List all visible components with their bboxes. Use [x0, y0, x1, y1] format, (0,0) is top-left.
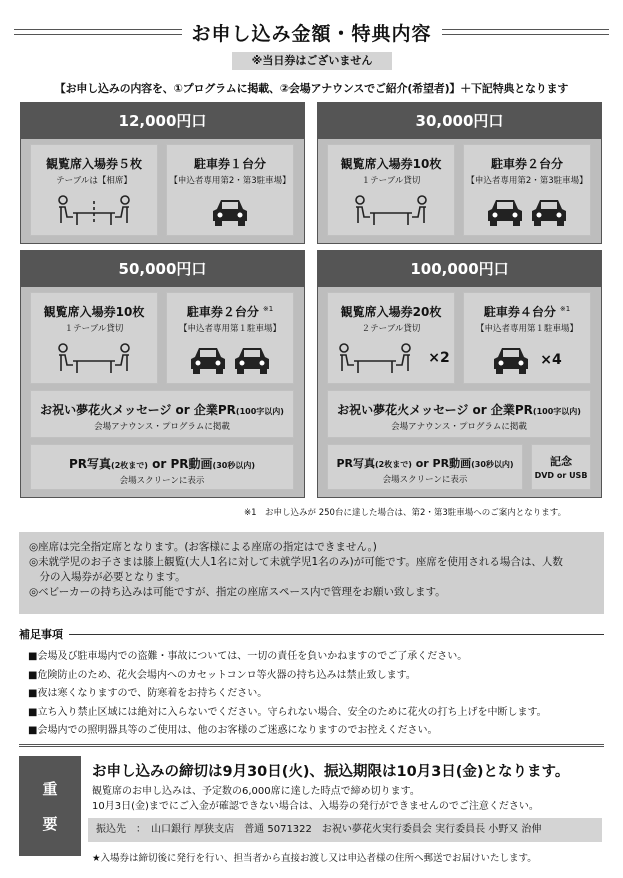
- tier-price: 30,000円口: [318, 103, 601, 139]
- notice-line: 分の入場券が必要となります。: [29, 571, 186, 583]
- parking-sub: 【申込者専用第2・第3駐車場】: [466, 176, 588, 186]
- tier-price: 12,000円口: [21, 103, 304, 139]
- memento-sub: DVD or USB: [534, 471, 588, 480]
- ticket-box: [30, 144, 158, 236]
- list-item: ■立ち入り禁止区域には絶対に入らないでください。守られない場合、安全のために花火の打ち上げを中断します。: [28, 706, 547, 718]
- tier-price: 100,000円口: [318, 251, 601, 287]
- intro-text: 【お申し込みの内容を、①プログラムに掲載、②会場アナウンスでご紹介(希望者)】＋下記特典となります: [54, 82, 569, 95]
- message-sub: 会場アナウンス・プログラムに掲載: [391, 422, 527, 432]
- message-title: [31, 401, 293, 418]
- parking-title: [464, 303, 590, 320]
- ticket-box: [327, 292, 455, 384]
- important-char-2: 要: [42, 815, 58, 833]
- deadline-line: 観覧席のお申し込みは、予定数の6,000席に達した時点で締め切ります。: [92, 786, 420, 797]
- ticket-sub: テーブルは【相席】: [56, 176, 132, 186]
- parking-note: ※1: [559, 305, 571, 313]
- car-icons: [167, 345, 293, 375]
- message-title-text: お祝い夢花火メッセージ or 企業PR: [40, 403, 236, 417]
- delivery-note: ★入場券は締切後に発行を行い、担当者から直接お渡し又は申込者様の住所へ郵送でお届けいたします。: [92, 853, 537, 864]
- important-label: [19, 756, 81, 856]
- parking-box: [166, 144, 294, 236]
- ticket-sub: １テーブル貸切: [64, 324, 124, 334]
- pr-sub: 会場スクリーンに表示: [382, 475, 468, 485]
- message-box: [30, 390, 294, 438]
- pr-photo-limit: (2枚まで): [111, 461, 148, 470]
- ticket-title: 観覧席入場券５枚: [45, 157, 142, 171]
- message-title: [328, 401, 590, 418]
- pr-video-limit: (30秒以内): [471, 460, 514, 469]
- list-item: ■会場内での照明器具等のご使用は、他のお客様のご迷惑になりますのでお控えください。: [28, 725, 438, 736]
- message-box: [327, 390, 591, 438]
- ticket-multiplier: ×2: [428, 350, 450, 366]
- notice-line: ◎ベビーカーの持ち込みは可能ですが、指定の座席スペース内で管理をお願い致します。: [29, 586, 446, 598]
- ticket-title: 観覧席入場券10枚: [43, 305, 145, 319]
- parking-box: [463, 292, 591, 384]
- table-people-icon: [31, 193, 157, 227]
- pr-video: PR動画: [432, 457, 472, 470]
- deadline-line: 10月3日(金)までにご入金が確認できない場合は、入場券の発行ができませんのでご注意ください。: [92, 801, 539, 812]
- message-title-text: お祝い夢花火メッセージ or 企業PR: [337, 403, 533, 417]
- table-people-icon: [328, 341, 454, 375]
- notice-box: [19, 532, 604, 614]
- pr-photo: PR写真: [336, 457, 375, 470]
- parking-sub: 【申込者専用第2・第3駐車場】: [169, 176, 291, 186]
- deadline-headline: お申し込みの締切は9月30日(火)、振込期限は10月3日(金)となります。: [92, 764, 570, 780]
- supplement-rule: [69, 634, 604, 635]
- parking-title: 駐車券１台分: [193, 157, 266, 171]
- ticket-sub: １テーブル貸切: [361, 176, 421, 186]
- important-char-1: 重: [42, 780, 58, 798]
- title-rule-right: [442, 29, 610, 35]
- ticket-box: [30, 292, 158, 384]
- parking-sub: 【申込者専用第１駐車場】: [475, 324, 578, 334]
- pr-video-limit: (30秒以内): [212, 461, 255, 470]
- table-people-icon: [31, 341, 157, 375]
- parking-title-text: 駐車券２台分: [186, 305, 259, 319]
- notice-line: ◎未就学児のお子さまは膝上観覧(大人1名に対して未就学児1名のみ)が可能です。座席を使用される場合は、人数: [29, 556, 563, 568]
- parking-title: [167, 303, 293, 320]
- car-icons: [464, 197, 590, 227]
- parking-box: [463, 144, 591, 236]
- pr-title: [31, 455, 293, 472]
- pr-sub: 会場スクリーンに表示: [119, 476, 205, 486]
- parking-sub: 【申込者専用第１駐車場】: [178, 324, 281, 334]
- page-title: お申し込み金額・特典内容: [191, 22, 432, 45]
- bottom-rule: [19, 744, 604, 747]
- message-limit: (100字以内): [235, 407, 284, 416]
- memento-box: [531, 444, 591, 490]
- pr-photo-limit: (2枚まで): [374, 460, 412, 469]
- notice-line: ◎座席は完全指定席となります。(お客様による座席の指定はできません。): [29, 541, 377, 553]
- parking-note: ※1: [262, 305, 274, 313]
- no-day-ticket-badge: ※当日券はございません: [232, 52, 392, 70]
- ticket-title: 観覧席入場券20枚: [340, 305, 442, 319]
- car-icon: [464, 345, 590, 375]
- ticket-box: [327, 144, 455, 236]
- message-sub: 会場アナウンス・プログラムに掲載: [94, 422, 230, 432]
- message-limit: (100字以内): [532, 407, 581, 416]
- parking-title-text: 駐車券４台分: [483, 305, 556, 319]
- list-item: ■危険防止のため、花火会場内へのカセットコンロ等火器の持ち込みは禁止致します。: [28, 669, 416, 681]
- supplement-heading: [19, 626, 604, 642]
- deadline-details: [92, 784, 539, 814]
- pr-or: or: [415, 457, 429, 470]
- parking-multiplier: ×4: [540, 352, 562, 368]
- pr-box: [327, 444, 523, 490]
- parking-footnote: ※1 お申し込みが 250台に達した場合は、第2・第3駐車場へのご案内となります。: [244, 508, 567, 518]
- ticket-sub: ２テーブル貸切: [361, 324, 421, 334]
- title-row: [14, 14, 609, 50]
- list-item: ■会場及び駐車場内での盗難・事故については、一切の責任を負いかねますのでご了承ください。: [28, 651, 468, 662]
- pr-box: [30, 444, 294, 490]
- parking-box: [166, 292, 294, 384]
- pr-title: [328, 455, 522, 471]
- tier-price: 50,000円口: [21, 251, 304, 287]
- pr-video: PR動画: [170, 457, 213, 471]
- pr-or: or: [152, 457, 167, 471]
- parking-title: 駐車券２台分: [490, 157, 563, 171]
- car-icon: [167, 197, 293, 227]
- ticket-title: 観覧席入場券10枚: [340, 157, 442, 171]
- list-item: ■夜は寒くなりますので、防寒着をお持ちください。: [28, 688, 268, 699]
- bank-info: 振込先 ： 山口銀行 厚狭支店 普通 5071322 お祝い夢花火実行委員会 実行委員長 小野又 治伸: [88, 818, 602, 842]
- pr-photo: PR写真: [69, 457, 112, 471]
- table-people-icon: [328, 193, 454, 227]
- memento-title: 記念: [550, 455, 572, 468]
- title-rule-left: [14, 29, 182, 35]
- supplement-list: [28, 648, 547, 741]
- supplement-title: 補足事項: [19, 628, 63, 641]
